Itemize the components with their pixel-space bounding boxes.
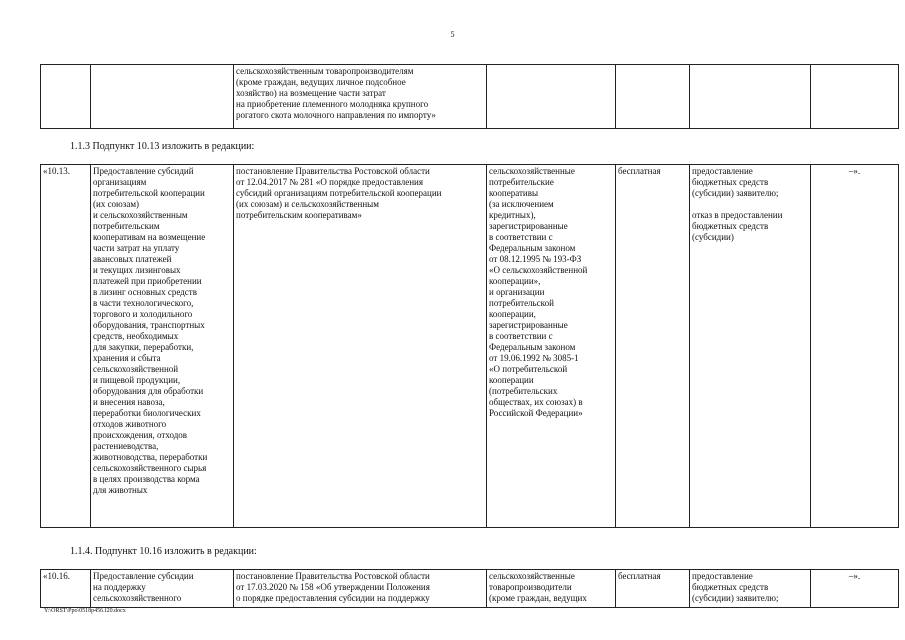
cell-name <box>91 65 234 129</box>
file-path-footer: Y:\ORST\Ppo\0518p456.f20.docx <box>44 608 126 614</box>
cell-result: предоставление бюджетных средств (субсидии) заявителю; <box>690 570 811 608</box>
cell-last: –». <box>811 570 899 608</box>
table-row <box>41 165 899 528</box>
cell-fee: бесплатная <box>616 165 690 528</box>
table-10-16 <box>40 569 899 608</box>
cell-last <box>811 65 899 129</box>
cell-fee: бесплатная <box>616 570 690 608</box>
cell-number <box>41 65 91 129</box>
continued-table <box>40 64 899 129</box>
cell-result: предоставление бюджетных средств (субсидии) заявителю; отказ в предоставлении бюджетных средств (субсидии) <box>690 165 811 528</box>
cell-act: постановление Правительства Ростовской области от 17.03.2020 № 158 «Об утверждении Положения о порядке предоставления субсидии на поддержку <box>234 570 487 608</box>
cell-recipients: сельскохозяйственные потребительские кооперативы (за исключением кредитных), зарегистрированные в соответствии с Федеральным законом от 08.12.1995 № 193-ФЗ «О сельскохозяйственной кооперации», и организации потребительской кооперации, зарегистрированные в соответствии с Федеральным законом от 19.06.1992 № 3085-1 «О потребительской кооперации (потребительских обществах, их союзах) в Российской Федерации» <box>487 165 616 528</box>
table-10-13 <box>40 164 899 528</box>
amendment-caption-1: 1.1.3 Подпункт 10.13 изложить в редакции: <box>70 141 255 152</box>
cell-result <box>690 65 811 129</box>
cell-name: Предоставление субсидий организациям потребительской кооперации (их союзам) и сельскохозяйственным потребительским кооперативам на возмещение части затрат на уплату авансовых платежей и текущих лизинговых платежей при приобретении в лизинг основных средств в части технологического, торгового и холодильного оборудования, транспортных средств, необходимых для закупки, переработки, хранения и сбыта сельскохозяйственной и пищевой продукции, оборудования для обработки и внесения навоза, переработки биологических отходов животного происхождения, отходов растениеводства, животноводства, переработки сельскохозяйственного сырья в целях производства корма для животных <box>91 165 234 528</box>
amendment-caption-2: 1.1.4. Подпункт 10.16 изложить в редакции: <box>70 546 257 557</box>
cell-recipients: сельскохозяйственные товаропроизводители (кроме граждан, ведущих <box>487 570 616 608</box>
cell-act: постановление Правительства Ростовской области от 12.04.2017 № 281 «О порядке предоставления субсидий организациям потребительской кооперации (их союзам) и сельскохозяйственным потребительским кооперативам» <box>234 165 487 528</box>
page-number: 5 <box>450 30 455 39</box>
cell-recipients <box>487 65 616 129</box>
cell-act: сельскохозяйственным товаропроизводителям (кроме граждан, ведущих личное подсобное хозяйство) на возмещение части затрат на приобретение племенного молодняка крупного рогатого скота молочного направления по импорту» <box>234 65 487 129</box>
cell-number: «10.13. <box>41 165 91 528</box>
cell-last: –». <box>811 165 899 528</box>
cell-name: Предоставление субсидии на поддержку сельскохозяйственного <box>91 570 234 608</box>
cell-fee <box>616 65 690 129</box>
cell-number: «10.16. <box>41 570 91 608</box>
table-row <box>41 570 899 608</box>
table-row <box>41 65 899 129</box>
